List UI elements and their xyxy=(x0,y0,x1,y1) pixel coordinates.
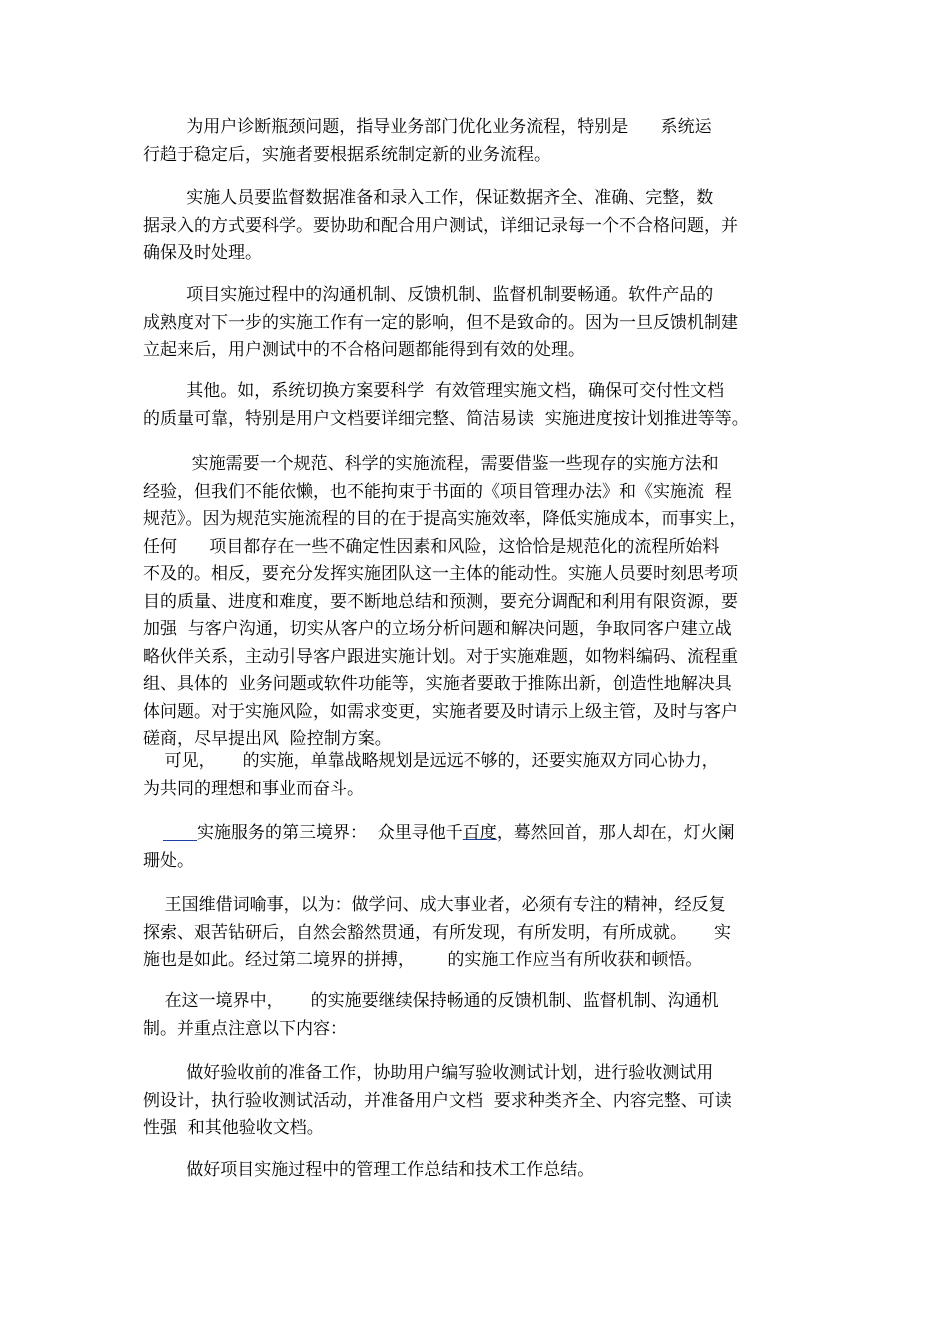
paragraph-line: 体问题。对于实施风险，如需求变更，实施者要及时请示上级主管，及时与客户 xyxy=(143,701,738,722)
paragraph-line: 其他。如，系统切换方案要科学 有效管理实施文档，确保可交付性文档 xyxy=(143,381,725,401)
paragraph-line: 王国维借词喻事，以为：做学问、成大事业者，必须有专注的精神，经反复 xyxy=(143,895,726,915)
paragraph-line: 立起来后，用户测试中的不合格问题都能得到有效的处理。 xyxy=(143,340,585,360)
paragraph-line: 磋商，尽早提出风 险控制方案。 xyxy=(143,729,392,749)
paragraph-line: 例设计，执行验收测试活动，并准备用户文档 要求种类齐全、内容完整、可读 xyxy=(143,1090,732,1111)
paragraph-line: 行趋于稳定后，实施者要根据系统制定新的业务流程。 xyxy=(143,144,551,165)
paragraph-line: 为用户诊断瓶颈问题，指导业务部门优化业务流程，特别是 系统运 xyxy=(143,117,712,137)
paragraph-line: 做好项目实施过程中的管理工作总结和技术工作总结。 xyxy=(143,1160,595,1180)
paragraph-line: 为共同的理想和事业而奋斗。 xyxy=(143,778,364,799)
baidu-link[interactable]: 百度 xyxy=(462,823,497,843)
paragraph-line: 实施需要一个规范、科学的实施流程，需要借鉴一些现存的实施方法和 xyxy=(143,454,719,474)
paragraph-line: 不及的。相反，要充分发挥实施团队这一主体的能动性。实施人员要时刻思考项 xyxy=(143,564,738,584)
paragraph-line: 可见， 的实施，单靠战略规划是远远不够的，还要实施双方同心协力， xyxy=(143,751,719,771)
paragraph-6 xyxy=(143,748,807,803)
paragraph-line: 制。并重点注意以下内容： xyxy=(143,1018,347,1039)
paragraph-line: 组、具体的 业务问题或软件功能等，实施者要敢于推陈出新，创造性地解决具 xyxy=(143,674,732,694)
paragraph-third-realm xyxy=(143,820,807,875)
paragraph-line: 珊处。 xyxy=(143,850,194,871)
paragraph-5 xyxy=(143,451,807,754)
third-realm-trail-text: ，蓦然回首，那人却在，灯火阑 xyxy=(496,823,735,843)
paragraph-line: 项目实施过程中的沟通机制、反馈机制、监督机制要畅通。软件产品的 xyxy=(143,285,714,305)
paragraph-line: 略伙伴关系，主动引导客户跟进实施计划。对于实施难题，如物料编码、流程重 xyxy=(143,646,738,667)
paragraph-8 xyxy=(143,892,807,975)
paragraph-line: 任何 项目都存在一些不确定性因素和风险，这恰恰是规范化的流程所始料 xyxy=(143,536,720,557)
paragraph-line: 施也是如此。经过第二境界的拼搏， 的实施工作应当有所收获和顿悟。 xyxy=(143,950,703,970)
paragraph-line: 加强 与客户沟通，切实从客户的立场分析问题和解决问题，争取同客户建立战 xyxy=(143,619,732,639)
paragraph-line: 的质量可靠，特别是用户文档要详细完整、简洁易读 实施进度按计划推进等等。 xyxy=(143,408,749,429)
third-realm-lead-text: 实施服务的第三境界： 众里寻他千 xyxy=(197,823,463,843)
paragraph-line xyxy=(143,820,807,848)
paragraph-9 xyxy=(143,988,807,1043)
paragraph-line: 实施人员要监督数据准备和录入工作，保证数据齐全、准确、完整，数 xyxy=(143,188,714,208)
paragraph-line: 目的质量、进度和难度，要不断地总结和预测，要充分调配和利用有限资源，要 xyxy=(143,591,738,612)
paragraph-line: 成熟度对下一步的实施工作有一定的影响，但不是致命的。因为一旦反馈机制建 xyxy=(143,312,738,333)
paragraph-line: 做好验收前的准备工作，协助用户编写验收测试计划，进行验收测试用 xyxy=(143,1063,714,1083)
paragraph-3 xyxy=(143,282,807,365)
paragraph-2 xyxy=(143,185,807,268)
paragraph-line: 据录入的方式要科学。要协助和配合用户测试，详细记录每一个不合格问题，并 xyxy=(143,215,738,236)
paragraph-11 xyxy=(143,1157,807,1185)
paragraph-10 xyxy=(143,1060,807,1143)
paragraph-line: 经验，但我们不能依懒，也不能拘束于书面的《项目管理办法》和《实施流 程 xyxy=(143,481,732,502)
paragraph-line: 在这一境界中， 的实施要继续保持畅通的反馈机制、监督机制、沟通机 xyxy=(143,991,719,1011)
paragraph-1 xyxy=(143,114,807,169)
paragraph-4 xyxy=(143,378,807,433)
paragraph-line: 探索、艰苦钻研后，自然会豁然贯通，有所发现，有所发明，有所成就。 实 xyxy=(143,922,732,943)
paragraph-line: 性强 和其他验收文档。 xyxy=(143,1118,324,1138)
paragraph-line: 规范》。因为规范实施流程的目的在于提高实施效率，降低实施成本，而事实上， xyxy=(143,509,747,529)
paragraph-line: 确保及时处理。 xyxy=(143,243,262,263)
hidden-link-underline[interactable] xyxy=(163,822,197,841)
